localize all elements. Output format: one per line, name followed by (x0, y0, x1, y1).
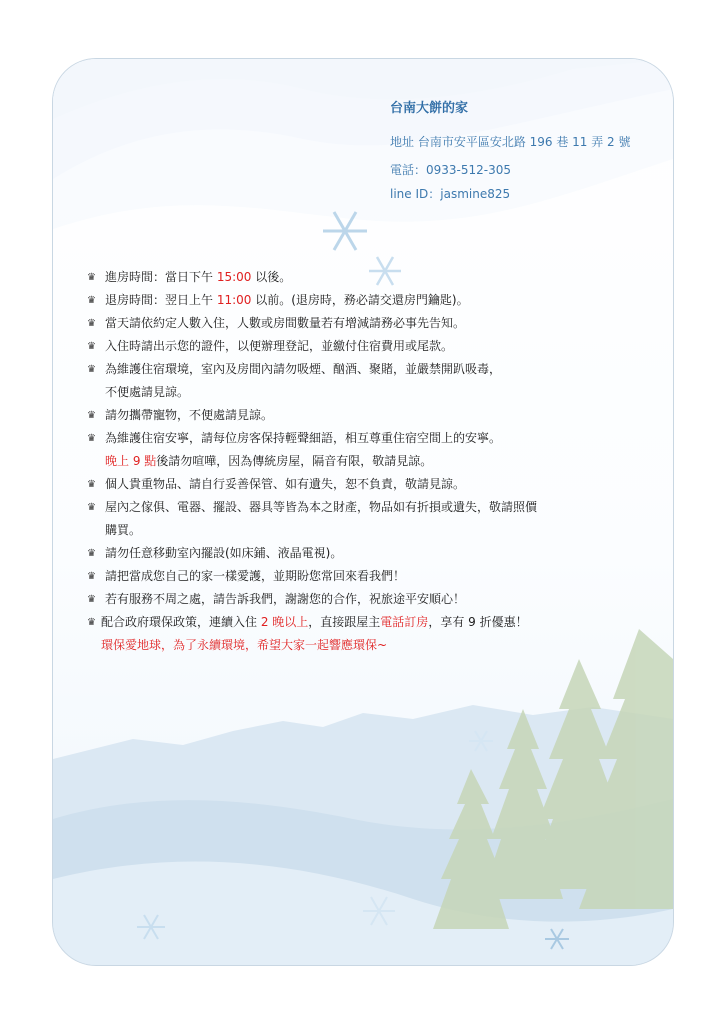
rule-care: ♛ 請把當成您自己的家一樣愛護，並期盼您常回來看我們！ (87, 565, 657, 588)
contact-header (390, 97, 650, 206)
phone-booking: 電話訂房 (380, 615, 429, 629)
crown-bullet-icon: ♛ (87, 433, 96, 444)
crown-bullet-icon: ♛ (87, 410, 96, 421)
crown-bullet-icon: ♛ (87, 295, 96, 306)
rules-list (87, 266, 657, 657)
crown-bullet-icon: ♛ (87, 479, 96, 490)
crown-bullet-icon: ♛ (87, 502, 96, 513)
crown-bullet-icon: ♛ (87, 272, 96, 283)
rule-guest-count: ♛ 當天請依約定人數入住，人數或房間數量若有增減請務必事先告知。 (87, 312, 657, 335)
house-rules-card (52, 58, 674, 966)
crown-bullet-icon: ♛ (87, 617, 96, 628)
line-id: line ID：jasmine825 (390, 187, 511, 201)
rule-checkin: ♛ 進房時間：當日下午 15:00 以後。 (87, 266, 657, 289)
checkout-time: 11:00 (216, 293, 252, 307)
min-nights: 2 晚以上 (260, 615, 309, 629)
crown-bullet-icon: ♛ (87, 364, 96, 375)
crown-bullet-icon: ♛ (87, 594, 96, 605)
rule-eco-discount: ♛ 配合政府環保政策，連續入住 2 晚以上，直接跟屋主電話訂房，享有 9 折優惠！ (87, 611, 657, 634)
crown-bullet-icon: ♛ (87, 341, 96, 352)
rule-valuables: ♛ 個人貴重物品、請自行妥善保管、如有遺失，恕不負責，敬請見諒。 (87, 473, 657, 496)
rule-no-smoking: ♛ 為維護住宿環境，室內及房間內請勿吸煙、酗酒、聚賭，並嚴禁開趴吸毒， (87, 358, 657, 381)
checkin-time: 15:00 (216, 270, 252, 284)
rule-property: ♛ 屋內之傢俱、電器、擺設、器具等皆為本之財產，物品如有折損或遺失，敬請照價 (87, 496, 657, 519)
crown-bullet-icon: ♛ (87, 318, 96, 329)
rule-furniture: ♛ 請勿任意移動室內擺設(如床鋪、液晶電視)。 (87, 542, 657, 565)
address: 地址 台南市安平區安北路 196 巷 11 弄 2 號 (390, 135, 631, 149)
rule-id-check: ♛ 入住時請出示您的證件，以便辦理登記，並繳付住宿費用或尾款。 (87, 335, 657, 358)
rule-quiet: ♛ 為維護住宿安寧，請每位房客保持輕聲細語，相互尊重住宿空間上的安寧。 (87, 427, 657, 450)
rule-no-smoking-cont: 不便處請見諒。 (105, 385, 190, 399)
crown-bullet-icon: ♛ (87, 548, 96, 559)
phone: 電話：0933-512-305 (390, 163, 512, 177)
crown-bullet-icon: ♛ (87, 571, 96, 582)
eco-note: 環保愛地球，為了永續環境，希望大家一起響應環保~ (101, 638, 388, 652)
quiet-hour: 晚上 9 點 (105, 454, 157, 468)
rule-feedback: ♛ 若有服務不周之處，請告訴我們，謝謝您的合作，祝旅途平安順心！ (87, 588, 657, 611)
rule-property-cont: 購買。 (105, 523, 142, 537)
rule-quiet-cont: 晚上 9 點後請勿喧嘩，因為傳統房屋，隔音有限，敬請見諒。 (105, 454, 433, 468)
house-name: 台南大餅的家 (390, 101, 469, 116)
rule-no-pets: ♛ 請勿攜帶寵物，不便處請見諒。 (87, 404, 657, 427)
rule-checkout: ♛ 退房時間：翌日上午 11:00 以前。(退房時，務必請交還房門鑰匙)。 (87, 289, 657, 312)
